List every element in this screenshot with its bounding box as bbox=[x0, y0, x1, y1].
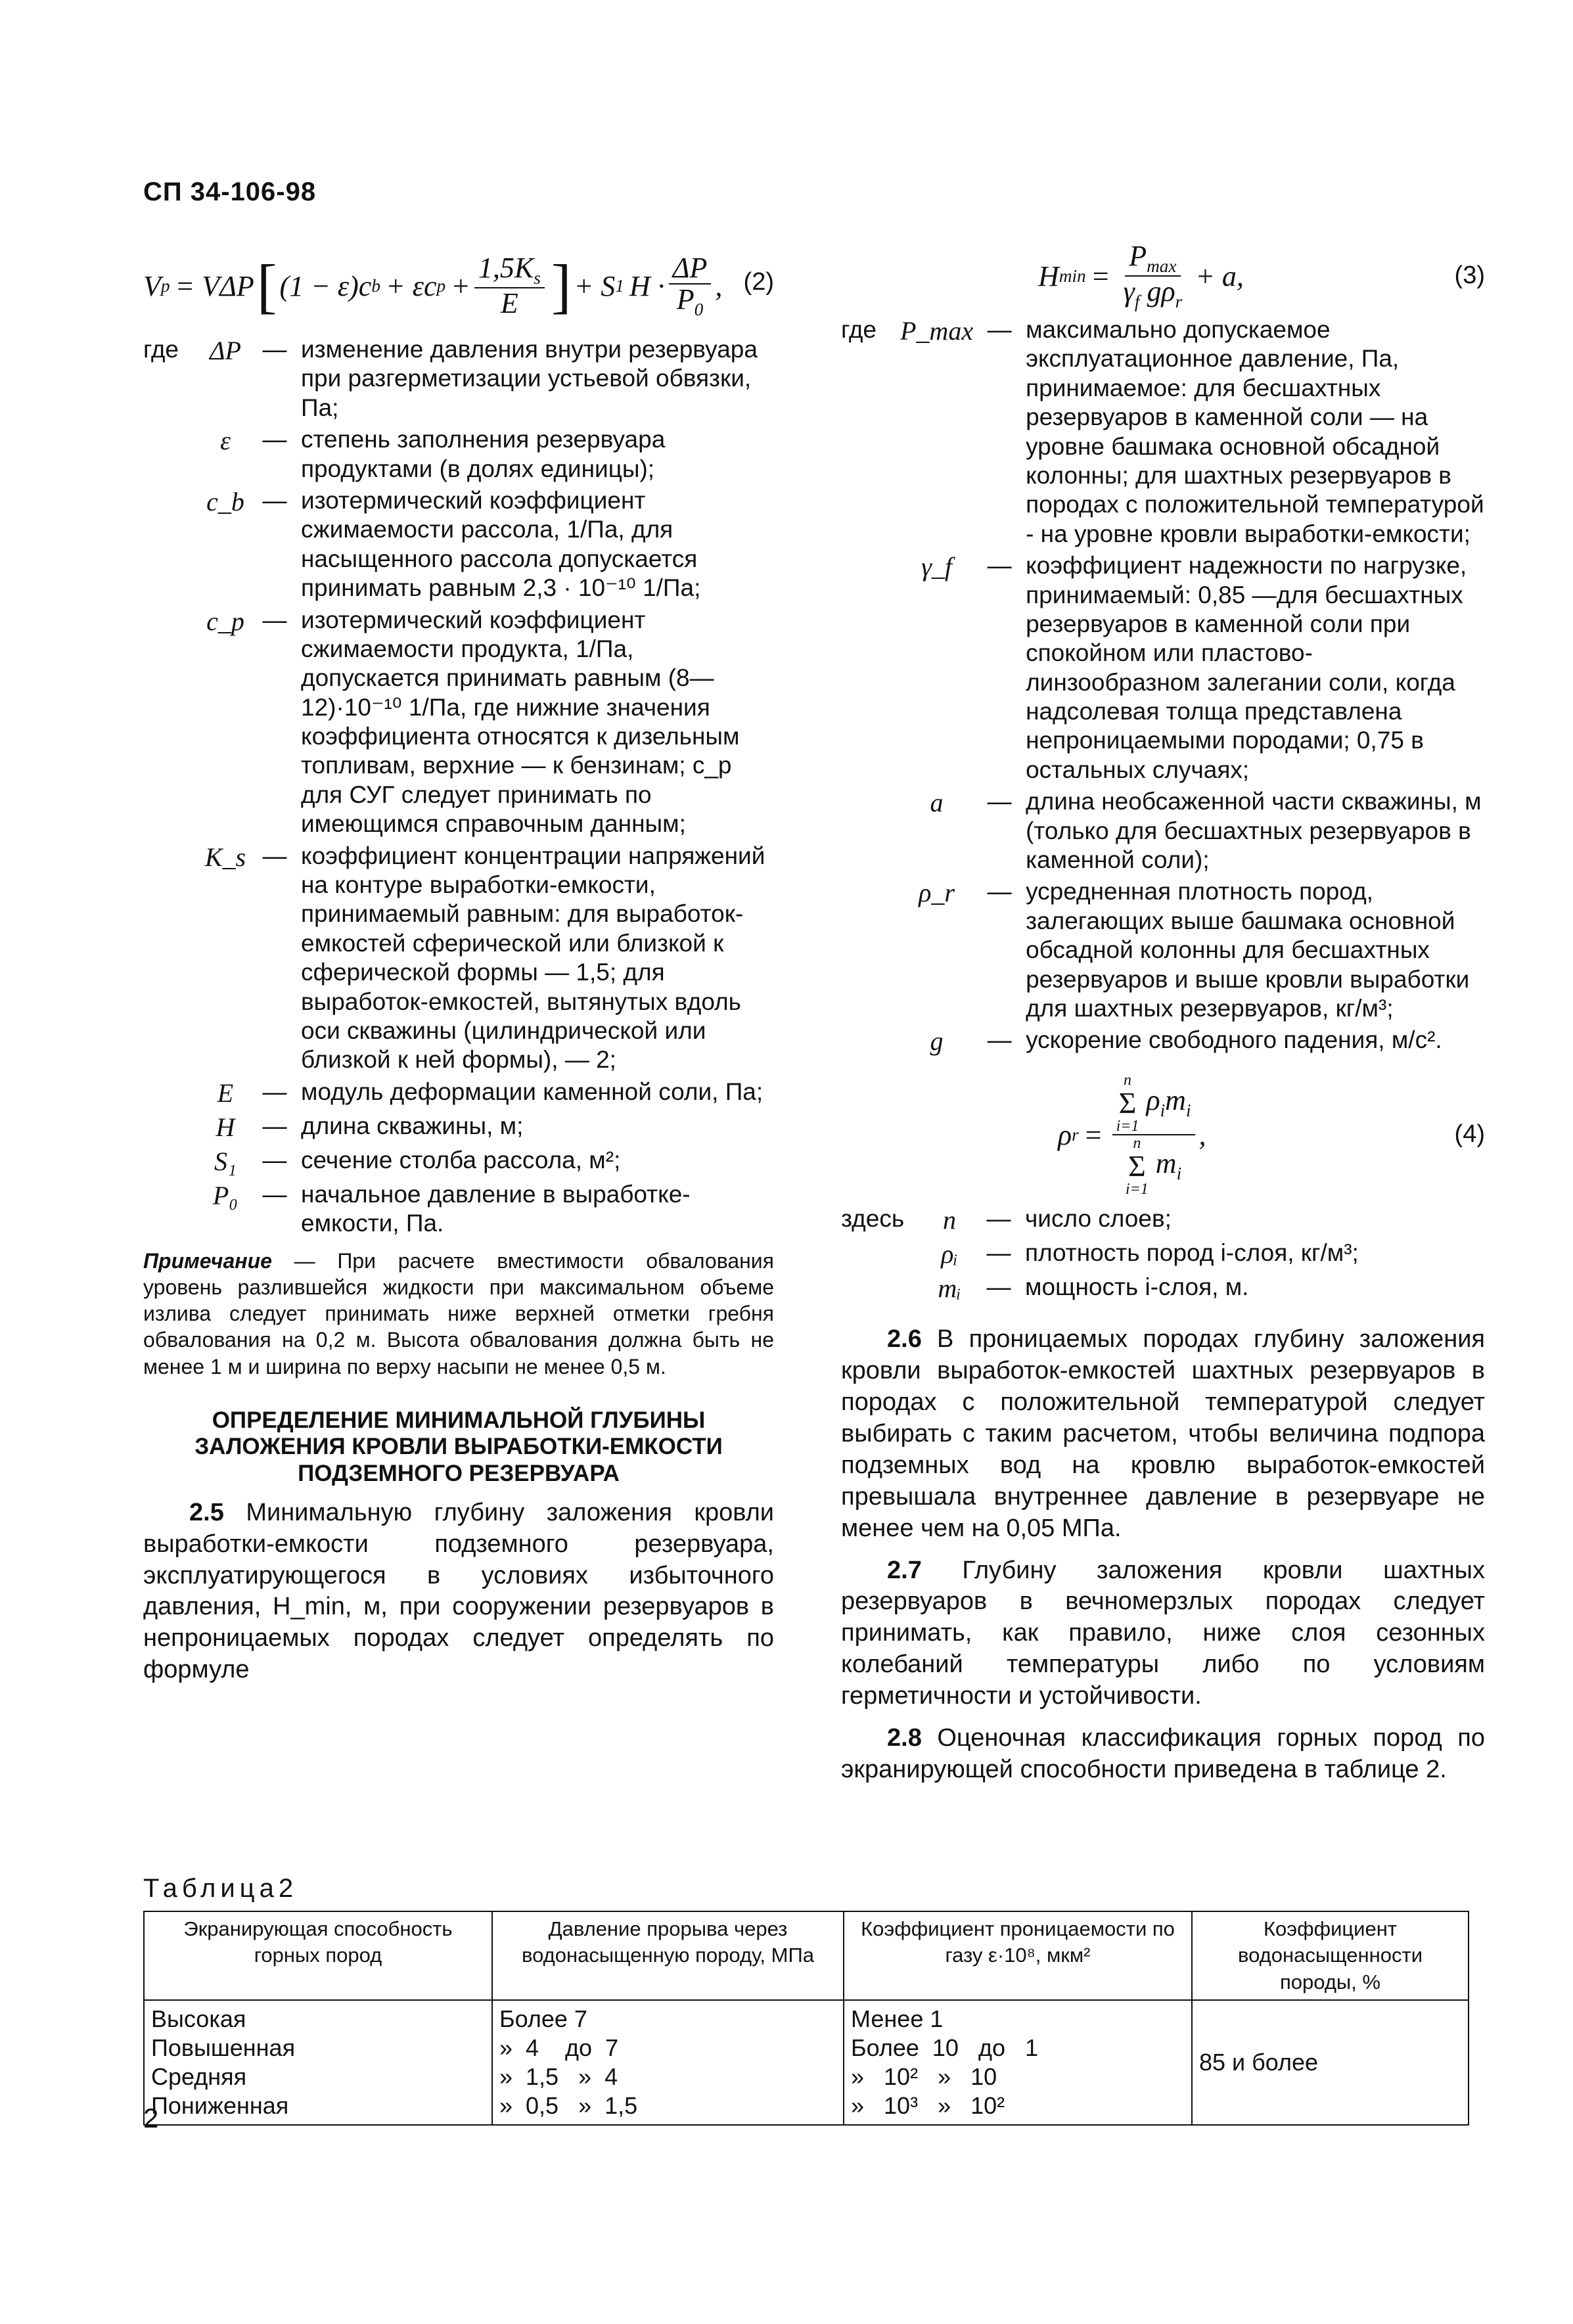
formula-var: + a, bbox=[1195, 260, 1244, 292]
def-lead bbox=[143, 606, 202, 842]
formula-var: V bbox=[143, 269, 161, 302]
note-text: — При расчете вместимости обвалования уровень разлившейся жидкости при максимальном объеме излива следует принимать ниже верхней отметки гребня обвалования на 0,2 м. Высота обвалования должна быть не менее 1 м и ширина по верху насыпи не менее 0,5 м. bbox=[143, 1248, 774, 1378]
cell-line: » 10² » 10 bbox=[851, 2062, 997, 2090]
bracket-open: [ bbox=[256, 252, 277, 319]
sum-sign-numerator bbox=[1116, 1072, 1139, 1134]
def-lead: где bbox=[841, 316, 877, 343]
paragraph-2-6 bbox=[841, 1324, 1485, 1544]
def-lead bbox=[143, 1112, 202, 1146]
bracket-close: ] bbox=[551, 252, 572, 319]
def-lead bbox=[841, 877, 900, 1026]
cell-line: » 10³ » 10² bbox=[851, 2091, 1005, 2119]
paragraph-number: 2.5 bbox=[189, 1498, 224, 1526]
def-lead bbox=[143, 1146, 202, 1180]
def-dash: — bbox=[262, 336, 287, 363]
document-code: СП 34-106-98 bbox=[143, 177, 317, 206]
page-number: 2 bbox=[143, 2103, 159, 2133]
formula-var: H · bbox=[629, 269, 665, 302]
note bbox=[143, 1248, 774, 1380]
definition-row bbox=[841, 1204, 1485, 1239]
def-description: длина необсаженной части скважины, м (только для бесшахтных резервуаров в каменной соли); bbox=[1026, 788, 1482, 874]
def-dash: — bbox=[262, 606, 287, 633]
def-description: коэффициент концентрации напряжений на контуре выработки-емкости, принимаемый равным: для выработок-емкостей сферической или близкой к сферической формы — 1,5; для выработок-емкостей, вытянутых вдоль оси скважины (цилиндрической или близкой к ней формы), — 2; bbox=[301, 842, 765, 1074]
definition-row bbox=[143, 1180, 774, 1241]
sum-lower: i=1 bbox=[1116, 1118, 1139, 1135]
definition-row bbox=[143, 842, 774, 1078]
sum-upper: n bbox=[1133, 1135, 1141, 1152]
def-symbol: mᵢ bbox=[938, 1273, 961, 1304]
def-symbol: P_max bbox=[900, 316, 974, 346]
sum-upper: n bbox=[1124, 1072, 1132, 1089]
def-description: изотермический коэффициент сжимаемости рассола, 1/Па, для насыщенного рассола допускается принимать равным 2,3 · 10⁻¹⁰ 1/Па; bbox=[301, 486, 701, 602]
cell-line: Более 7 bbox=[499, 2005, 587, 2032]
fraction-ks bbox=[474, 253, 545, 319]
fraction-dp bbox=[669, 253, 712, 319]
fraction-pmax bbox=[1120, 241, 1187, 311]
formula-var: + bbox=[451, 269, 470, 302]
def-description: число слоев; bbox=[1025, 1205, 1172, 1233]
table-header-cell: Давление прорыва через водонасыщенную породу, МПа bbox=[492, 1911, 844, 2000]
def-symbol: ΔP bbox=[210, 336, 241, 365]
cell-line: Повышенная bbox=[151, 2034, 296, 2061]
formula-var: = VΔP bbox=[175, 269, 254, 302]
definition-row bbox=[143, 335, 774, 425]
sum-sign-denominator bbox=[1126, 1135, 1149, 1197]
definition-row bbox=[841, 787, 1485, 877]
formula-var: , bbox=[1198, 1118, 1206, 1151]
formula-sub: f bbox=[1134, 291, 1140, 311]
definition-row bbox=[143, 425, 774, 486]
def-dash: — bbox=[987, 1026, 1012, 1054]
cell-line: Более 10 до 1 bbox=[851, 2034, 1039, 2061]
fraction-denominator: P bbox=[676, 283, 695, 315]
left-column bbox=[143, 237, 774, 1697]
def-dash: — bbox=[987, 316, 1012, 343]
cell-line: » 0,5 » 1,5 bbox=[499, 2091, 638, 2119]
def-description: степень заполнения резервуара продуктами (в долях единицы); bbox=[301, 426, 666, 482]
definitions-formula-3 bbox=[841, 315, 1485, 1060]
def-symbol: c_b bbox=[206, 486, 244, 516]
formula-sub: i bbox=[1185, 1101, 1191, 1121]
def-dash: — bbox=[986, 1205, 1011, 1233]
definitions-formula-4 bbox=[841, 1204, 1485, 1307]
def-symbol: ρ_r bbox=[919, 878, 955, 908]
sum-lower: i=1 bbox=[1125, 1181, 1149, 1198]
fraction-denominator: E bbox=[500, 287, 518, 320]
table-cell-screening bbox=[144, 2000, 492, 2125]
definition-row bbox=[841, 551, 1485, 787]
definition-row bbox=[143, 606, 774, 842]
fraction-numerator: 1,5K bbox=[478, 251, 534, 284]
def-symbol: E bbox=[217, 1078, 234, 1108]
formula-sub: p bbox=[436, 275, 446, 296]
formula-var: + S bbox=[574, 269, 616, 302]
def-lead: здесь bbox=[841, 1205, 905, 1233]
paragraph-2-5 bbox=[143, 1497, 774, 1686]
def-lead bbox=[841, 1239, 926, 1273]
definition-row bbox=[841, 1239, 1485, 1273]
def-dash: — bbox=[987, 878, 1012, 905]
section-heading: ОПРЕДЕЛЕНИЕ МИНИМАЛЬНОЙ ГЛУБИНЫ ЗАЛОЖЕНИЯ КРОВЛИ ВЫРАБОТКИ-ЕМКОСТИ ПОДЗЕМНОГО РЕЗЕРВУАРА bbox=[194, 1407, 723, 1486]
table-caption: Таблица2 bbox=[143, 1874, 298, 1903]
def-lead bbox=[841, 1026, 900, 1060]
classification-table bbox=[143, 1911, 1469, 2126]
definition-row bbox=[143, 1112, 774, 1146]
table-header-cell: Коэффициент водонасыщенности породы, % bbox=[1192, 1911, 1469, 2000]
table-header-row bbox=[144, 1911, 1469, 2000]
def-dash: — bbox=[262, 486, 287, 514]
def-lead bbox=[143, 842, 202, 1078]
table-row bbox=[144, 2000, 1469, 2125]
def-symbol: g bbox=[930, 1026, 944, 1057]
paragraph-text: В проницаемых породах глубину заложения кровли выработок-емкостей шахтных резервуаров в породах с положительной температурой следует выбирать с таким расчетом, чтобы величина подпора подземных вод на кровлю выработок-емкостей превышала внутреннее давление в резервуаре не менее чем на 0,05 МПа. bbox=[841, 1325, 1485, 1542]
def-symbol: ρᵢ bbox=[941, 1239, 958, 1269]
paragraph-text: Минимальную глубину заложения кровли выработки-емкости подземного резервуара, эксплуатирующегося в условиях избыточного давления, H_min, м, при сооружении резервуаров в непроницаемых породах следует определять по формуле bbox=[143, 1498, 774, 1684]
table-cell-pressure bbox=[492, 2000, 844, 2125]
formula-var: ρ bbox=[1146, 1084, 1160, 1117]
fraction-sum bbox=[1112, 1072, 1195, 1197]
cell-line: Пониженная bbox=[151, 2091, 289, 2119]
def-symbol: H bbox=[216, 1112, 235, 1142]
definitions-formula-2 bbox=[143, 335, 774, 1241]
formula-2 bbox=[143, 237, 774, 335]
def-description: изменение давления внутри резервуара при разгерметизации устьевой обвязки, Па; bbox=[301, 336, 758, 421]
def-lead bbox=[841, 551, 900, 787]
def-dash: — bbox=[987, 552, 1012, 580]
formula-4 bbox=[841, 1069, 1485, 1200]
cell-line: » 4 до 7 bbox=[499, 2034, 619, 2061]
formula-var: = bbox=[1085, 1118, 1102, 1151]
formula-number: (3) bbox=[1454, 262, 1485, 289]
definition-row bbox=[841, 1026, 1485, 1060]
def-symbol: c_p bbox=[206, 606, 244, 636]
def-description: изотермический коэффициент сжимаемости продукта, 1/Па, допускается принимать равным (8—12)·10⁻¹⁰ 1/Па, где нижние значения коэффициента относятся к дизельным топливам, верхние — к бензинам; c_p для СУГ следует принимать по имеющимся справочным данным; bbox=[301, 606, 740, 838]
def-lead bbox=[143, 1180, 202, 1241]
paragraph-number: 2.6 bbox=[887, 1325, 922, 1354]
fraction-denominator: γ bbox=[1123, 275, 1135, 308]
table-header-cell: Коэффициент проницаемости по газу ε·10⁸, мкм² bbox=[844, 1911, 1192, 2000]
def-lead bbox=[143, 486, 202, 606]
table-header-cell: Экранирующая способность горных пород bbox=[144, 1911, 492, 2000]
def-lead bbox=[143, 425, 202, 486]
fraction-numerator: ΔP bbox=[669, 253, 712, 285]
def-description: мощность i-слоя, м. bbox=[1025, 1273, 1249, 1301]
formula-sub: 1 bbox=[615, 275, 624, 296]
def-symbol: γ_f bbox=[921, 552, 952, 582]
formula-3 bbox=[841, 237, 1485, 315]
formula-var: H bbox=[1038, 260, 1059, 292]
formula-sub: min bbox=[1059, 265, 1086, 286]
def-dash: — bbox=[987, 788, 1012, 815]
definition-row bbox=[143, 1078, 774, 1112]
sum-symbol: Σ bbox=[1128, 1149, 1146, 1183]
paragraph-number: 2.7 bbox=[887, 1556, 922, 1584]
definition-row bbox=[143, 1146, 774, 1180]
fraction-denominator: gρ bbox=[1147, 275, 1175, 308]
def-description: максимально допускаемое эксплуатационное давление, Па, принимаемое: для бесшахтных резервуаров в каменной соли — на уровне башмака основной обсадной колонны; для шахтных резервуаров в породах с положительной температурой - на уровне кровли выработки-емкости; bbox=[1026, 316, 1484, 547]
formula-var: ρ bbox=[1058, 1118, 1072, 1151]
formula-var: = bbox=[1092, 260, 1109, 292]
table-cell-permeability bbox=[844, 2000, 1192, 2125]
def-symbol: K_s bbox=[204, 842, 246, 872]
def-description: плотность пород i-слоя, кг/м³; bbox=[1025, 1239, 1359, 1267]
def-dash: — bbox=[262, 842, 287, 869]
right-column bbox=[841, 237, 1485, 1796]
def-lead bbox=[841, 1273, 926, 1307]
def-description: сечение столба рассола, м²; bbox=[301, 1146, 621, 1173]
paragraph-text: Оценочная классификация горных пород по экранирующей способности приведена в таблице 2. bbox=[841, 1723, 1485, 1783]
def-symbol: P₀ bbox=[212, 1180, 239, 1210]
formula-sub: p bbox=[160, 275, 170, 296]
formula-var: (1 − ε)c bbox=[279, 269, 372, 302]
def-dash: — bbox=[262, 1146, 287, 1173]
paragraph-number: 2.8 bbox=[887, 1723, 922, 1752]
paragraph-2-8 bbox=[841, 1723, 1485, 1786]
def-lead: где bbox=[143, 336, 179, 363]
def-symbol: n bbox=[943, 1205, 956, 1235]
formula-sub: i bbox=[1160, 1101, 1166, 1121]
def-dash: — bbox=[986, 1239, 1011, 1267]
def-description: начальное давление в выработке-емкости, Па. bbox=[301, 1180, 691, 1237]
cell-line: Средняя bbox=[151, 2062, 247, 2090]
def-description: коэффициент надежности по нагрузке, принимаемый: 0,85 —для бесшахтных резервуаров в каменной соли при спокойном или пластово-линзообразном залегании соли, когда надсолевая толща представлена непроницаемыми породами; 0,75 в остальных случаях; bbox=[1026, 552, 1467, 783]
def-description: длина скважины, м; bbox=[301, 1112, 524, 1139]
formula-sub: max bbox=[1147, 256, 1177, 276]
def-symbol: ε bbox=[220, 426, 231, 456]
def-dash: — bbox=[262, 1112, 287, 1139]
def-lead bbox=[841, 787, 900, 877]
cell-line: Высокая bbox=[151, 2005, 246, 2032]
def-description: модуль деформации каменной соли, Па; bbox=[301, 1078, 764, 1105]
formula-sub: s bbox=[534, 267, 541, 288]
formula-number: (4) bbox=[1454, 1120, 1485, 1149]
note-label: Примечание bbox=[143, 1248, 272, 1273]
formula-sub: r bbox=[1175, 291, 1183, 311]
paragraph-text: Глубину заложения кровли шахтных резервуаров в вечномерзлых породах следует принимать, как правило, ниже слоя сезонных колебаний температуры либо по условиям герметичности и устойчивости. bbox=[841, 1556, 1485, 1710]
def-dash: — bbox=[262, 1078, 287, 1105]
definition-row bbox=[841, 1273, 1485, 1307]
fraction-numerator: P bbox=[1129, 239, 1147, 272]
formula-number: (2) bbox=[743, 268, 774, 296]
cell-line: Менее 1 bbox=[851, 2005, 944, 2032]
definition-row bbox=[841, 877, 1485, 1026]
def-symbol: S₁ bbox=[214, 1146, 237, 1176]
cell-line: » 1,5 » 4 bbox=[499, 2062, 618, 2090]
def-dash: — bbox=[262, 1180, 287, 1208]
formula-var: m bbox=[1165, 1084, 1186, 1117]
formula-sub: b bbox=[371, 275, 380, 296]
def-lead bbox=[143, 1078, 202, 1112]
formula-var: + εc bbox=[385, 269, 437, 302]
def-description: усредненная плотность пород, залегающих выше башмака основной обсадной колонны для бесшахтных резервуаров и выше кровли выработки для шахтных резервуаров, кг/м³; bbox=[1026, 878, 1470, 1022]
formula-comma: , bbox=[715, 269, 723, 302]
formula-sub: i bbox=[1176, 1164, 1182, 1184]
formula-sub: r bbox=[1072, 1124, 1079, 1145]
table-cell-saturation: 85 и более bbox=[1192, 2000, 1469, 2125]
definition-row bbox=[841, 315, 1485, 551]
formula-var: m bbox=[1155, 1147, 1177, 1180]
def-dash: — bbox=[986, 1273, 1011, 1301]
def-dash: — bbox=[262, 426, 287, 453]
sum-symbol: Σ bbox=[1118, 1086, 1137, 1120]
def-symbol: a bbox=[930, 788, 944, 818]
definition-row bbox=[143, 486, 774, 606]
paragraph-2-7 bbox=[841, 1555, 1485, 1712]
formula-sub: 0 bbox=[694, 299, 704, 319]
def-description: ускорение свободного падения, м/с². bbox=[1026, 1026, 1442, 1054]
